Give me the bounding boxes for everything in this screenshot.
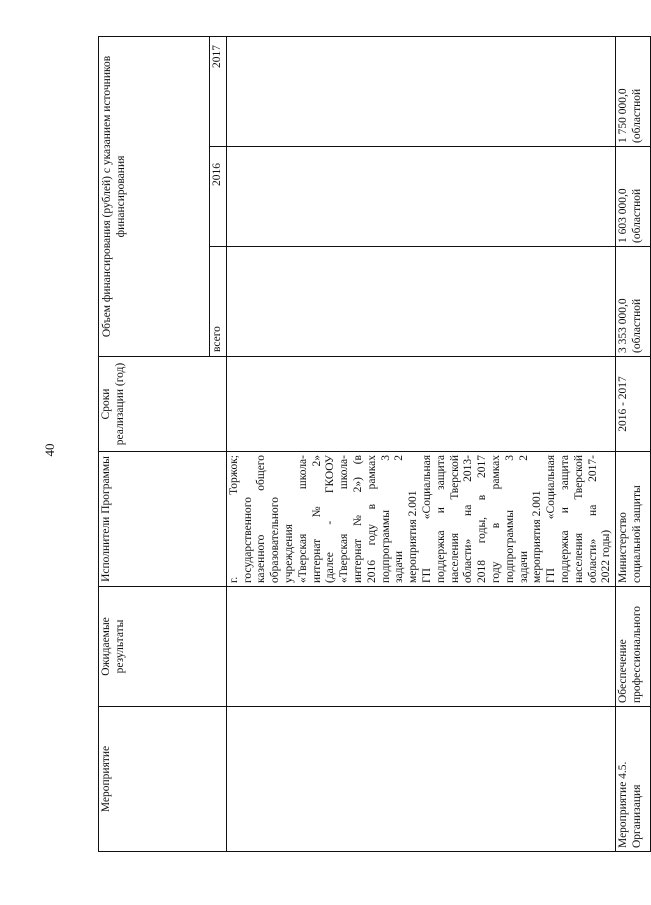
executor-line: задачи 2	[393, 455, 406, 583]
cell-terms-empty	[226, 357, 615, 452]
executor-line: ГП «Социальная	[420, 455, 433, 583]
cell-next-total: 3 353 000,0 (областной	[616, 247, 651, 357]
executor-line: 2016 году в рамках	[365, 455, 378, 583]
executor-line: «Тверская школа-	[338, 455, 351, 583]
executor-line: задачи 2	[517, 455, 530, 583]
executor-line: населения Тверской	[448, 455, 461, 583]
executor-line: году в рамках	[489, 455, 502, 583]
rotated-table-page	[98, 37, 643, 852]
executor-line: мероприятия 2.001	[407, 490, 420, 583]
executor-line: области» на 2017-	[586, 455, 599, 583]
executor-line: населения Тверской	[572, 455, 585, 583]
cell-activity-empty	[226, 707, 615, 852]
header-executors: Исполнители Программы	[99, 452, 227, 587]
cell-next-executors: Министерство социальной защиты	[616, 452, 651, 587]
cell-total-empty	[226, 247, 615, 357]
executor-line: области» на 2013-	[462, 455, 475, 583]
executor-line: поддержка и защита	[434, 455, 447, 583]
page-number: 40	[42, 443, 57, 457]
executor-line: образовательного	[269, 497, 282, 583]
executor-line: (далее - ГКООУ	[324, 455, 337, 583]
cell-next-results: Обеспечение профессионального	[616, 587, 651, 707]
executor-line: интернат № 2»	[310, 455, 323, 583]
executor-line: подпрограммы 3	[379, 455, 392, 583]
header-2016: 2016	[210, 147, 227, 247]
program-activities-table	[98, 36, 651, 852]
executor-line: «Тверская школа-	[296, 455, 309, 583]
executor-line: учреждения	[282, 524, 295, 583]
cell-results-empty	[226, 587, 615, 707]
executor-line: подпрограммы 3	[503, 455, 516, 583]
executor-line: государственного	[241, 497, 254, 583]
executor-line: мероприятия 2.001	[531, 490, 544, 583]
cell-next-2017: 1 750 000,0 (областной	[616, 36, 651, 146]
executor-line: 2022 годы)	[600, 529, 613, 583]
executor-line: 2018 годы, в 2017	[476, 455, 489, 583]
cell-next-2016: 1 603 000,0 (областной	[616, 147, 651, 247]
cell-2016-empty	[226, 147, 615, 247]
executor-line: ГП «Социальная	[545, 455, 558, 583]
executor-line: казенного общего	[255, 455, 268, 583]
header-total: всего	[210, 247, 227, 357]
cell-2017-empty	[226, 36, 615, 146]
cell-next-terms: 2016 - 2017	[616, 357, 651, 452]
cell-next-activity: Мероприятие 4.5. Организация	[616, 707, 651, 852]
header-2017: 2017	[210, 36, 227, 146]
executor-line: интернат № 2») (в	[351, 455, 364, 583]
executor-line: г. Торжок;	[227, 455, 240, 583]
header-terms: Сроки реализации (год)	[99, 357, 227, 452]
executor-line: поддержка и защита	[558, 455, 571, 583]
cell-executors-continued	[226, 452, 615, 587]
header-results: Ожидаемые результаты	[99, 587, 227, 707]
header-financing: Объем финансирования (рублей) с указанием источников финансирования	[99, 36, 210, 356]
header-activity: Мероприятие	[99, 707, 227, 852]
